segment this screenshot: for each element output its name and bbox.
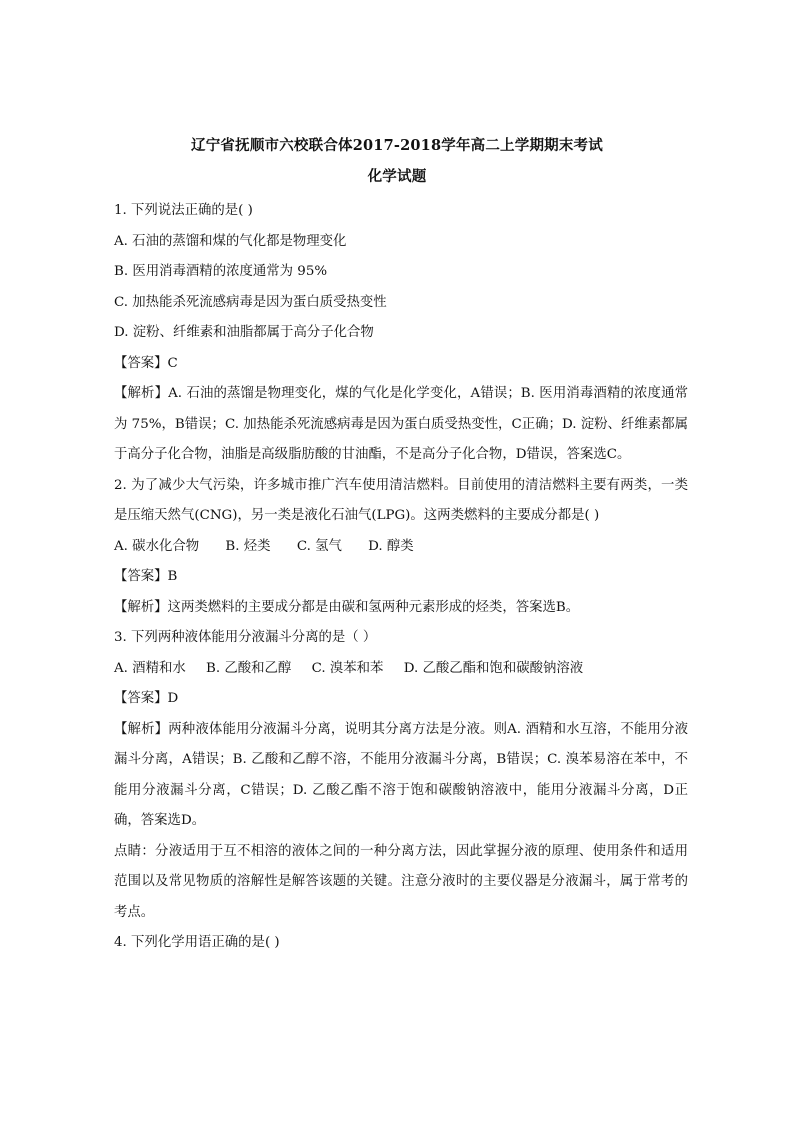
q2-option-c: C. 氢气: [296, 538, 342, 554]
q1-option-d: D. 淀粉、纤维素和油脂都属于高分子化合物: [114, 325, 374, 340]
q2-option-b: B. 烃类: [225, 538, 271, 554]
q1-analysis: 【解析】A. 石油的蒸馏是物理变化，煤的气化是化学变化，A错误；B. 医用消毒酒精的浓度通常为 75%，B错误；C. 加热能杀死流感病毒是因为蛋白质受热变性，C正确；D. 淀粉、纤维素都属于高分子化合物，油脂是高级脂肪酸的甘油酯，不是高分子化合物，D错误，答案选C。: [114, 386, 688, 462]
q3-stem: 3. 下列两种液体能用分液漏斗分离的是（ ）: [114, 630, 377, 645]
q1-option-c: C. 加热能杀死流感病毒是因为蛋白质受热变性: [114, 294, 387, 310]
q4-stem: 4. 下列化学用语正确的是( ): [114, 935, 280, 950]
q2-answer: 【答案】B: [114, 569, 178, 584]
q3-option-c: C. 溴苯和苯: [311, 660, 384, 676]
q2-option-a: A. 碳水化合物: [114, 538, 200, 554]
q2-options: [114, 532, 688, 563]
q1-answer: 【答案】C: [114, 355, 178, 371]
q1-option-b: B. 医用消毒酒精的浓度通常为 95%: [114, 264, 328, 279]
q3-tip: 点睛：分液适用于互不相溶的液体之间的一种分离方法，因此掌握分液的原理、使用条件和适用范围以及常见物质的溶解性是解答该题的关键。注意分液时的主要仪器是分液漏斗，属于常考的考点。: [114, 843, 688, 920]
q3-analysis: 【解析】两种液体能用分液漏斗分离，说明其分离方法是分液。则A. 酒精和水互溶，不能用分液漏斗分离，A错误；B. 乙酸和乙醇不溶，不能用分液漏斗分离，B错误；C. 溴苯易溶在苯中，不能用分液漏斗分离，C错误；D. 乙酸乙酯不溶于饱和碳酸钠溶液中，能用分液漏斗分离，D正确，答案选D。: [114, 721, 688, 828]
q3-options: [114, 654, 688, 685]
q3-option-b: B. 乙酸和乙醇: [206, 660, 292, 676]
q2-option-d: D. 醇类: [368, 538, 414, 554]
q3-option-d: D. 乙酸乙酯和饱和碳酸钠溶液: [403, 660, 584, 676]
exam-subtitle: 化学试题: [367, 168, 427, 185]
q2-analysis: 【解析】这两类燃料的主要成分都是由碳和氢两种元素形成的烃类，答案选B。: [114, 599, 580, 615]
q3-option-a: A. 酒精和水: [114, 660, 186, 676]
q2-stem: 2. 为了减少大气污染，许多城市推广汽车使用清洁燃料。目前使用的清洁燃料主要有两类，一类是压缩天然气(CNG)，另一类是液化石油气(LPG)。这两类燃料的主要成分都是( ): [114, 477, 688, 523]
exam-content: [114, 196, 688, 959]
exam-title: 辽宁省抚顺市六校联合体2017-2018学年高二上学期期末考试: [191, 137, 603, 154]
q3-answer: 【答案】D: [114, 691, 179, 706]
q1-option-a: A. 石油的蒸馏和煤的气化都是物理变化: [114, 233, 347, 249]
q1-stem: 1. 下列说法正确的是( ): [114, 203, 253, 218]
